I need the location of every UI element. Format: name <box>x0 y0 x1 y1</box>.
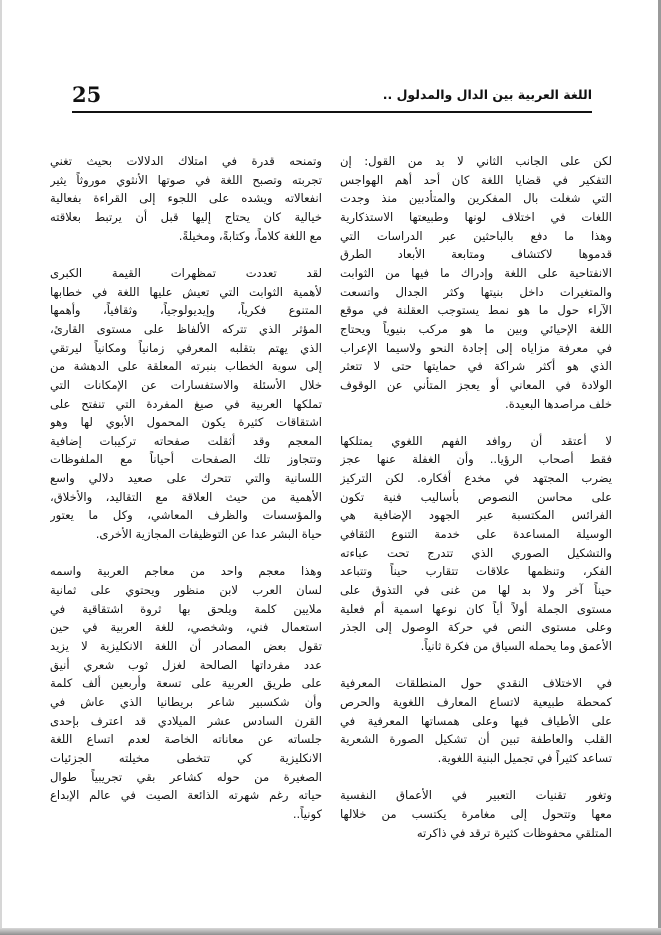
text-line: لكن على الجانب الثاني لا بد من القول: إن <box>340 154 612 168</box>
text-line: عدد مفرداتها الصالحة لغزل ثوب شعري أنيق <box>50 657 322 672</box>
text-line: الأهمية من حيث العلاقة مع التقاليد، والأخلاق، <box>50 489 322 504</box>
text-line: وتتجاوز تلك الصفحات أحياناً مع الملفوظات <box>50 452 322 467</box>
text-line: فقط أصحاب الرؤيا.. وأن الغفلة عنها عجز <box>340 452 612 467</box>
text-line: الأعمق وما يحمله السياق من فكرة ثانياً. <box>420 639 612 654</box>
text-line: معها وتتحول إلى مغامرة يكتسب من خلالها <box>340 806 612 821</box>
text-line: على طريق العربية على تسعة وأربعين ألف كلمة <box>50 676 322 691</box>
text-line: انفعالاته ويشده على اللجوء إلى القراءة بفعالية <box>50 191 322 206</box>
paragraph <box>340 152 612 413</box>
text-line: وأن شكسبير شاعر بريطانيا الذي عاش في <box>50 695 322 709</box>
text-line: التي شغلت بال المفكرين والمتأدبين منذ وجدت <box>340 191 612 206</box>
text-line: لقد تعددت تمظهرات القيمة الكبرى <box>50 265 322 280</box>
text-line: جلساته عن معاناته الخاصة لعدم اتساع اللغة <box>50 732 322 747</box>
text-line: استعمال فني، وشخصي، للغة العربية في حين <box>50 620 322 635</box>
text-line: اشتقاقات كثيرة يكون المحمول الأبوي لها وهو <box>50 415 322 430</box>
text-line: إلى سوية الخطاب بنبرته المعلقة على الدهشة من <box>50 359 322 374</box>
text-line: لأهمية الثوابت التي تعيش عليها اللغة في خطابها <box>50 284 322 299</box>
text-line: الولادة في المعاني أو يعجز المتأني عن الوقوف <box>340 377 612 392</box>
page-header <box>72 84 592 110</box>
left-text-column <box>50 152 322 824</box>
text-line: اللغات في اختلاف لونها وطبيعتها الاستذكارية <box>340 209 612 224</box>
text-line: المؤثر الذي تتركه الألفاظ على مستوى القارئ، <box>50 321 322 336</box>
text-line: مستوى الجملة أولاً أياً كان نوعها اسمية أم فعلية <box>340 601 612 616</box>
text-line: القرن السادس عشر الميلادي قد اعترف بإحدى <box>50 713 322 728</box>
paragraph <box>50 562 322 823</box>
text-line: المتلقي محفوظات كثيرة ترقد في ذاكرته <box>416 825 612 840</box>
right-text-column <box>340 152 612 842</box>
text-line: يضرب المجتهد في مخدع أفكاره. لكن التركيز <box>340 471 612 486</box>
text-line: حيناً آخر ولا بد لها من غنى في التذوق على <box>340 583 612 598</box>
text-line: على محاسن النصوص بأساليب فنية تكون <box>340 489 612 504</box>
text-line: والتشكيل الصوري الذي تتدرج تحت عباءته <box>340 545 612 560</box>
text-line: مع اللغة كلاماً، وكتابةً، ومخيلةً. <box>178 228 322 243</box>
text-line: الانفتاحية على اللغة وإدراك ما فيها من الثوابت <box>340 265 612 280</box>
page-number: 25 <box>72 82 102 107</box>
text-line: كونياً.. <box>292 806 322 821</box>
text-line: تساعد كثيراً في تجميل البنية اللغوية. <box>437 750 612 765</box>
header-rule <box>72 111 592 113</box>
paragraph <box>50 264 322 544</box>
text-line: الصغيرة من حوله كشاعر بقي تجريبياً طوال <box>50 769 322 784</box>
text-line: وتغور تقنيات التعبير في الأعماق النفسية <box>340 788 612 803</box>
text-line: لا أعتقد أن روافد الفهم اللغوي يمتلكها <box>340 433 612 448</box>
text-line: اللسانية والتي تتحرك على صعيد دلالي واسع <box>50 471 322 486</box>
text-line: في الاختلاف النقدي حول المنطلقات المعرفية <box>340 676 612 691</box>
text-line: القلب والعاطفة تبين أن تشكيل الصورة الشعرية <box>340 732 612 747</box>
text-line: والمتغيرات داخل بنيتها وكثر الجدال واتسعت <box>340 284 612 299</box>
text-line: وعلى مستوى النص في حركة الوصول إلى الجذر <box>340 620 612 635</box>
text-line: اللغة الإحيائي وبين ما هو مركب بنيوياً ويحتاج <box>340 321 612 336</box>
text-line: الذي يهتم بتقلبه المعرفي زمانياً ومكانياً ليرتقي <box>50 340 322 355</box>
text-line: التفكير في قضايا اللغة كان أحد أهم الهواجس <box>340 172 612 187</box>
paragraph-gap <box>340 656 612 675</box>
text-line: الانكليزية كي تتخطى مخيلته الجزئيات <box>50 750 322 765</box>
text-line: حياته رغم شهرته الذائعة الصيت في عالم الإبداع <box>50 788 322 803</box>
text-line: الوسيلة المساعدة على خدمة التنوع الثقافي <box>340 527 612 542</box>
text-line: المتنوع فكرياً، وإيديولوجياً، وثقافياً، وأهمها <box>50 303 322 318</box>
text-line: الفكر، وتنظمها علاقات تتقارب حيناً وتتباعد <box>340 564 612 579</box>
text-line: والمؤسسات والظرف المعاشي، وكل ما يعتور <box>50 508 322 523</box>
text-line: الذي هو أكثر شراكة في حمايتها حتى لا تتعثر <box>340 359 612 374</box>
paragraph <box>340 674 612 767</box>
text-line: وهذا معجم واحد من معاجم العربية واسمه <box>50 564 322 579</box>
text-line: تقول بعض المصادر أن اللغة الانكليزية لا يزيد <box>50 639 322 654</box>
text-line: خلال الأسئلة والاستفسارات عن الإمكانات التي <box>50 377 322 392</box>
text-line: الفرائس المكتسبة عبر الجهود الإضافية هي <box>340 508 612 523</box>
text-line: قدموها لاكتشاف ومتابعة الأبعاد الطرق <box>340 247 612 262</box>
text-line: ملايين كلمة ويلحق بها ثروة اشتقاقية في <box>50 601 322 616</box>
paragraph-gap <box>340 768 612 787</box>
page-edge-bottom <box>0 928 661 935</box>
paragraph <box>340 432 612 656</box>
text-line: المعجم وقد أثقلت صفحاته تركيبات إضافية <box>50 433 322 448</box>
text-line: خلف مراصدها البعيدة. <box>505 396 612 411</box>
text-line: تجربته وتصبح اللغة في صوتها الأنثوي موروثاً يثير <box>50 172 322 187</box>
paragraph-gap <box>50 544 322 563</box>
paragraph <box>340 786 612 842</box>
text-line: في معرفة مزاياه إلى إجادة النحو ولاسيما الإعراب <box>340 340 612 355</box>
text-line: وتمنحه قدرة في امتلاك الدلالات بحيث تغني <box>50 154 322 168</box>
text-line: الآراء حول ما هو نمط يستوجب العقلنة في موقع <box>340 303 612 318</box>
text-line: وهذا ما دفع بالباحثين عبر الدراسات التي <box>340 228 612 243</box>
running-title: اللغة العربية بين الدال والمدلول .. <box>382 87 592 102</box>
text-line: خيالية كان يحتاج إليها قبل أن يرتبط بعلاقته <box>50 209 322 224</box>
paragraph-gap <box>340 413 612 432</box>
text-line: على الأطياف فيها وعلى همساتها المعرفية في <box>340 713 612 728</box>
text-line: تملكها العربية في صيغ المفردة التي تنفتح على <box>50 396 322 411</box>
text-line: كمحطة طبيعية لاتساع المعارف اللغوية والحرص <box>340 695 612 709</box>
text-line: حياة البشر عدا عن التوظيفات المجازية الأخرى. <box>95 527 322 542</box>
paragraph-gap <box>50 245 322 264</box>
text-line: لسان العرب لابن منظور ويحتوي على ثمانية <box>50 583 322 598</box>
page-edge-left <box>0 0 2 935</box>
paragraph <box>50 152 322 245</box>
